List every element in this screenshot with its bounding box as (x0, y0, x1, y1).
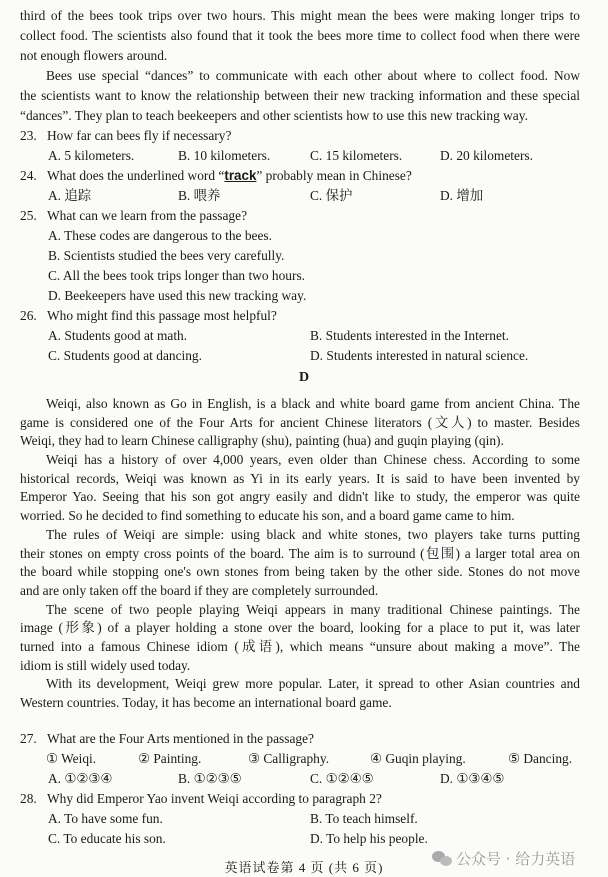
paragraph-line: and are only taken off the board if they are completely surrounded. (20, 582, 379, 598)
section-heading-d: D (298, 370, 310, 385)
answer-option[interactable]: C. Students good at dancing. (48, 348, 202, 363)
statement-item: ② Painting. (138, 751, 202, 766)
question-text: Why did Emperor Yao invent Weiqi according to paragraph 2? (47, 791, 382, 806)
answer-option[interactable]: D. 20 kilometers. (440, 148, 533, 163)
paragraph-line: game is considered one of the Four Arts for ancient Chinese literators (文人) to master. Besides (20, 414, 580, 430)
answer-option[interactable]: C. 保护 (310, 188, 353, 203)
paragraph-line: the board while stopping one's own stones from being taken by the other side. Stones do not move (20, 564, 580, 580)
answer-option[interactable]: B. 10 kilometers. (178, 148, 271, 163)
question-text: Who might find this passage most helpful? (47, 308, 277, 323)
question-stem (20, 126, 580, 146)
answer-option[interactable]: A. 追踪 (48, 188, 92, 203)
answer-option[interactable]: D. ①③④⑤ (440, 771, 505, 786)
question-stem (20, 206, 580, 226)
question-stem (20, 306, 580, 326)
answer-option[interactable]: A. Students good at math. (48, 328, 188, 343)
passage-c-and-questions (20, 6, 580, 366)
paragraph-line: Weiqi, also known as Go in English, is a black and white board game from ancient China. The (46, 396, 580, 411)
watermark-text: 公众号 · 给力英语 (456, 850, 576, 868)
paragraph-line: With its development, Weiqi grew more popular. Later, it spread to other Asian countries and (46, 676, 580, 692)
paragraph-line: “dances”. They plan to teach beekeepers and other scientists how to use this new tracking way. (20, 108, 528, 123)
option-row (20, 346, 580, 366)
paragraph-line: image (形象) of a player holding a stone over the board, looking for a place to put it, was later (20, 620, 580, 636)
answer-option[interactable]: D. Students interested in natural science. (310, 348, 529, 363)
paragraph-line: Bees use special “dances” to communicate with each other about where to collect food. Now (46, 68, 580, 83)
paragraph-line: idiom is still widely used today. (20, 657, 191, 673)
answer-option[interactable]: B. 喂养 (178, 188, 221, 203)
question-text: How far can bees fly if necessary? (47, 128, 232, 143)
statement-items (20, 749, 580, 769)
answer-option[interactable]: A. 5 kilometers. (48, 148, 135, 163)
option-row (20, 146, 580, 166)
statement-item: ① Weiqi. (46, 751, 97, 766)
answer-option[interactable]: C. 15 kilometers. (310, 148, 403, 163)
paragraph-line: the scientists want to know the relationship between their new tracking information and these special (20, 88, 580, 103)
question-stem (20, 729, 580, 749)
answer-option[interactable]: D. Beekeepers have used this new tracking way. (48, 288, 307, 303)
answer-option[interactable]: A. To have some fun. (48, 811, 163, 826)
paragraph-line: turned into a famous Chinese idiom (成语), which means “unsure about making a move”. The (20, 638, 580, 654)
answer-option[interactable]: C. All the bees took trips longer than two hours. (48, 268, 305, 283)
answer-option[interactable]: B. To teach himself. (310, 811, 418, 826)
paragraph-line: The scene of two people playing Weiqi appears in many traditional Chinese paintings. The (46, 601, 580, 617)
answer-option[interactable]: A. These codes are dangerous to the bees. (48, 228, 272, 243)
questions-d (20, 729, 580, 849)
option-row (20, 266, 580, 286)
paragraph-line: third of the bees took trips over two hours. This might mean the bees were making longer trips to (20, 8, 580, 23)
question-number: 28. (20, 791, 37, 806)
passage-d (20, 395, 580, 713)
question-number: 26. (20, 308, 37, 323)
stem-text: What does the underlined word “ (47, 168, 225, 183)
stem-text: ” probably mean in Chinese? (256, 168, 412, 183)
question-stem (20, 166, 580, 186)
option-row (20, 769, 580, 789)
statement-item: ④ Guqin playing. (370, 751, 466, 766)
answer-option[interactable]: C. ①②④⑤ (310, 771, 374, 786)
question-number: 24. (20, 168, 37, 183)
question-number: 27. (20, 731, 37, 746)
paragraph-line: The rules of Weiqi are simple: using black and white stones, two players take turns putting (46, 526, 580, 542)
answer-option[interactable]: D. To help his people. (310, 831, 428, 846)
answer-option[interactable]: B. Scientists studied the bees very carefully. (48, 248, 285, 263)
option-row (20, 829, 580, 849)
statement-item: ③ Calligraphy. (248, 751, 330, 766)
statement-item: ⑤ Dancing. (508, 751, 573, 766)
paragraph-line: Emperor Yao. Seeing that his son got angry easily and didn't like to study, the emperor was quite (20, 489, 580, 505)
answer-option[interactable]: B. Students interested in the Internet. (310, 328, 509, 343)
paragraph-line: worried. So he decided to find something to educate his son, and a board game came to him. (20, 508, 515, 524)
question-number: 23. (20, 128, 37, 143)
option-row (20, 809, 580, 829)
option-row (20, 326, 580, 346)
paragraph-line: Weiqi has a history of over 4,000 years, even older than Chinese chess. According to some (46, 452, 580, 468)
answer-option[interactable]: B. ①②③⑤ (178, 771, 242, 786)
paragraph-line: their stones on empty cross points of the board. The aim is to surround (包围) a larger total area on (20, 545, 580, 561)
answer-option[interactable]: D. 增加 (440, 188, 484, 203)
question-text (47, 166, 412, 186)
paragraph-line: collect food. The scientists also found that it took the bees more time to collect food when there were (20, 28, 580, 43)
underlined-word: track (224, 168, 257, 183)
answer-option[interactable]: C. To educate his son. (48, 831, 166, 846)
page-footer: 英语试卷第 4 页 (共 6 页) (224, 860, 384, 875)
paragraph-line: Weiqi, they had to learn Chinese calligraphy (shu), painting (hua) and guqin playing (qin). (20, 433, 504, 449)
question-text: What can we learn from the passage? (47, 208, 248, 223)
answer-option[interactable]: A. ①②③④ (48, 771, 113, 786)
option-row (20, 186, 580, 206)
question-number: 25. (20, 208, 37, 223)
paragraph-line: Western countries. Today, it has become an international board game. (20, 695, 392, 710)
option-row (20, 226, 580, 246)
question-text: What are the Four Arts mentioned in the passage? (47, 731, 314, 746)
option-row (20, 286, 580, 306)
paragraph-line: historical records, Weiqi was known as Yi in its early years. It is said to have been invented by (20, 470, 580, 486)
paragraph-line: not enough flowers around. (20, 48, 168, 63)
option-row (20, 246, 580, 266)
question-stem (20, 789, 580, 809)
